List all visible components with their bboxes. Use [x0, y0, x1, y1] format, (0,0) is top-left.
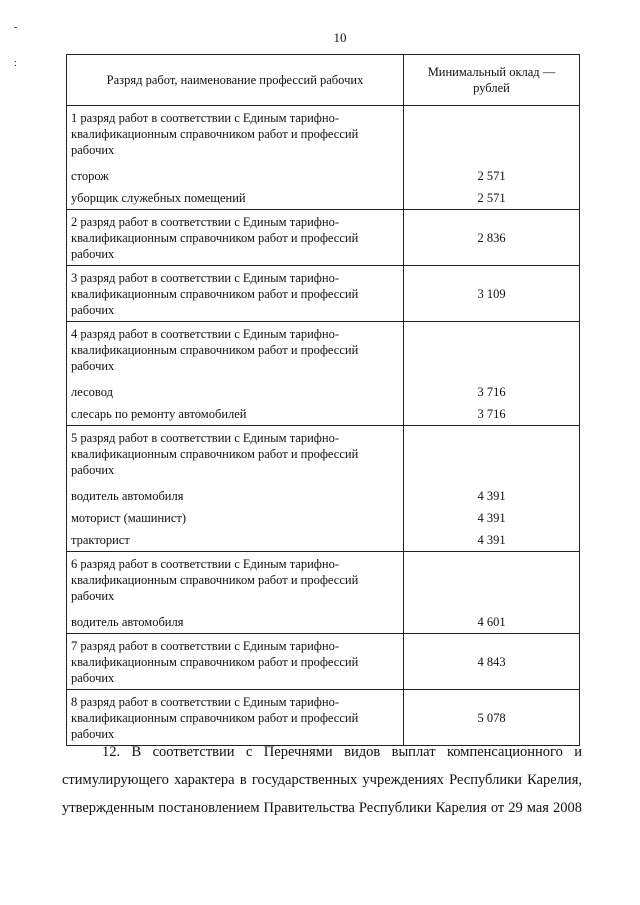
profession-name: моторист (машинист) [71, 511, 187, 525]
profession-name: сторож [71, 169, 109, 183]
grade-salary-value: 2 836 [477, 231, 506, 245]
salary-cell [404, 106, 580, 210]
profession-salary-value: 4 391 [477, 489, 506, 503]
profession-salary-value: 4 601 [477, 615, 506, 629]
grade-salary-value: 5 078 [477, 711, 506, 725]
profession-cell [67, 106, 404, 210]
profession-cell [67, 426, 404, 552]
paragraph-line: стимулирующего характера в государственных учреждениях Республики Карелия, [62, 772, 582, 788]
grade-heading: 8 разряд работ в соответствии с Единым тарифно-квалификационным справочником работ и профессий рабочих [71, 695, 359, 741]
profession-name: лесовод [71, 385, 113, 399]
table-row [67, 266, 580, 322]
grade-heading: 4 разряд работ в соответствии с Единым тарифно-квалификационным справочником работ и профессий рабочих [71, 327, 359, 373]
salary-cell [404, 322, 580, 426]
profession-salary-value: 2 571 [477, 191, 506, 205]
profession-salary-value: 3 716 [477, 385, 506, 399]
table-header-row [67, 55, 580, 106]
salary-cell [404, 552, 580, 634]
profession-cell [67, 552, 404, 634]
grade-salary-value: 3 109 [477, 287, 506, 301]
paragraph-12 [62, 738, 582, 822]
grade-heading: 5 разряд работ в соответствии с Единым тарифно-квалификационным справочником работ и профессий рабочих [71, 431, 359, 477]
salary-table [66, 54, 580, 746]
table-row [67, 426, 580, 552]
margin-mark: : [14, 58, 17, 69]
table-row [67, 106, 580, 210]
profession-cell [67, 634, 404, 690]
profession-salary-value: 4 391 [477, 533, 506, 547]
column-header-profession: Разряд работ, наименование профессий рабочих [67, 55, 404, 106]
paragraph-line: 12. В соответствии с Перечнями видов выплат компенсационного и [102, 744, 582, 760]
salary-cell [404, 266, 580, 322]
profession-name: водитель автомобиля [71, 615, 184, 629]
salary-cell [404, 426, 580, 552]
profession-name: водитель автомобиля [71, 489, 184, 503]
profession-name: слесарь по ремонту автомобилей [71, 407, 247, 421]
grade-heading: 7 разряд работ в соответствии с Единым тарифно-квалификационным справочником работ и профессий рабочих [71, 639, 359, 685]
grade-heading: 3 разряд работ в соответствии с Единым тарифно-квалификационным справочником работ и профессий рабочих [71, 271, 359, 317]
profession-salary-value: 3 716 [477, 407, 506, 421]
profession-salary-value: 2 571 [477, 169, 506, 183]
profession-name: тракторист [71, 533, 130, 547]
column-header-salary: Минимальный оклад — рублей [404, 55, 580, 106]
grade-salary-value: 4 843 [477, 655, 506, 669]
page-number: 10 [333, 30, 347, 45]
profession-cell [67, 266, 404, 322]
table-body [67, 106, 580, 746]
table-row [67, 210, 580, 266]
table-row [67, 634, 580, 690]
profession-cell [67, 322, 404, 426]
grade-heading: 6 разряд работ в соответствии с Единым тарифно-квалификационным справочником работ и профессий рабочих [71, 557, 359, 603]
table-row [67, 322, 580, 426]
grade-heading: 2 разряд работ в соответствии с Единым тарифно-квалификационным справочником работ и профессий рабочих [71, 215, 359, 261]
profession-name: уборщик служебных помещений [71, 191, 246, 205]
paragraph-line: утвержденным постановлением Правительства Республики Карелия от 29 мая 2008 [62, 800, 582, 816]
margin-mark: - [14, 22, 18, 33]
profession-cell [67, 210, 404, 266]
salary-cell [404, 634, 580, 690]
profession-salary-value: 4 391 [477, 511, 506, 525]
salary-cell [404, 210, 580, 266]
table-row [67, 552, 580, 634]
grade-heading: 1 разряд работ в соответствии с Единым тарифно-квалификационным справочником работ и профессий рабочих [71, 111, 359, 157]
